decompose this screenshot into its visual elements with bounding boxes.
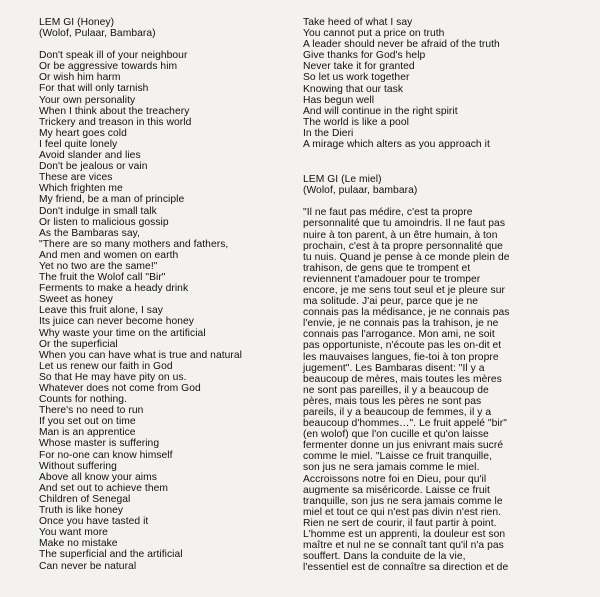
- lyric-line: The world is like a pool: [303, 116, 409, 128]
- lyric-line: Or wish him harm: [39, 72, 121, 84]
- lyric-line: Man is an apprentice: [39, 427, 136, 439]
- translation-line: tu nuis. Quand je pense à ce monde plein de: [303, 251, 510, 263]
- lyric-line: Knowing that our task: [303, 83, 404, 95]
- translation-line: tranquille, son jus ne sera jamais comme le: [303, 495, 503, 507]
- translation-line: maître et nul ne se connaît tant qu'il n'a pas: [303, 540, 504, 552]
- lyric-line: Or listen to malicious gossip: [39, 216, 169, 228]
- translation-line: pareils, il y a beaucoup de femmes, il y a: [303, 407, 492, 418]
- lyric-line: And will continue in the right spirit: [303, 105, 458, 117]
- lyric-line: Make no mistake: [39, 538, 118, 550]
- lyric-line: The fruit the Wolof call "Bir": [39, 272, 166, 284]
- translation-line: augmente sa miséricorde. Laisse ce fruit: [303, 484, 490, 496]
- lyric-line: Truth is like honey: [39, 505, 124, 517]
- lyric-line: Don't indulge in small talk: [39, 205, 157, 217]
- lyric-line: Never take it for granted: [303, 61, 415, 73]
- lyric-line: In the Dieri: [303, 127, 354, 139]
- translation-line: jugement". Les Bambaras disent: "Il y a: [303, 362, 485, 374]
- translation-line: pas opportuniste, n'écoute pas les on-dit et: [303, 340, 502, 352]
- lyric-line: Yet no two are the same!": [39, 260, 158, 272]
- lyric-line: Don't speak ill of your neighbour: [39, 50, 188, 62]
- translation-line: Accroissons notre foi en Dieu, pour qu'il: [303, 473, 487, 485]
- lyric-line: I feel quite lonely: [39, 138, 118, 150]
- lyric-line: If you set out on time: [39, 416, 136, 428]
- translation-line: connais pas l'arrogance. Mon ami, ne soit: [303, 329, 495, 341]
- lyric-line: Ferments to make a heady drink: [39, 283, 189, 295]
- song-title-english: LEM GI (Honey): [39, 17, 115, 28]
- lyric-line: For that will only tarnish: [39, 83, 149, 95]
- lyric-line: You cannot put a price on truth: [303, 28, 445, 40]
- lyric-line: Whose master is suffering: [39, 438, 160, 450]
- lyric-line: The superficial and the artificial: [39, 549, 183, 561]
- lyric-line: Which frighten me: [39, 183, 123, 195]
- translation-line: comme le miel. "Laisse ce fruit tranquille,: [303, 451, 492, 463]
- translation-line: prochain, c'est à ta propre personnalité que: [303, 240, 503, 252]
- translation-line: connais pas la médisance, je ne connais pas: [303, 307, 510, 319]
- song-languages-french: (Wolof, pulaar, bambara): [303, 185, 418, 197]
- lyric-line: Give thanks for God's help: [303, 50, 426, 62]
- translation-line: nuire à ton parent, à un être humain, à ton: [303, 229, 498, 241]
- lyric-line: Has begun well: [303, 94, 375, 106]
- lyric-line: For no-one can know himself: [39, 449, 173, 461]
- translation-line: les mauvaises langues, fie-toi à ton propre: [303, 351, 499, 363]
- lyric-line: Leave this fruit alone, I say: [39, 305, 163, 317]
- lyric-line: Once you have tasted it: [39, 516, 149, 528]
- translation-line: beaucoup de mères, mais toutes les mères: [303, 373, 502, 385]
- lyric-line: Trickery and treason in this world: [39, 116, 192, 128]
- lyric-line: Whatever does not come from God: [39, 383, 201, 394]
- lyric-line: Children of Senegal: [39, 493, 131, 505]
- lyric-line: My friend, be a man of principle: [39, 194, 185, 206]
- lyric-line: Sweet as honey: [39, 294, 113, 306]
- lyric-line: Or be aggressive towards him: [39, 61, 178, 73]
- lyric-line: Without suffering: [39, 460, 117, 472]
- lyric-line: There's no need to run: [39, 405, 144, 417]
- translation-line: l'essentiel est de connaître sa direction et de: [303, 562, 509, 574]
- english-lyrics-column: [39, 17, 299, 572]
- lyric-line: So that He may have pity on us.: [39, 371, 187, 383]
- translation-line: ne sont pas pareilles, il y a beaucoup de: [303, 384, 489, 396]
- translation-line: Rien ne sert de courir, il faut partir à point.: [303, 517, 497, 529]
- translation-line: l'envie, je ne connais pas la trahison, je ne: [303, 318, 499, 330]
- lyric-line: You want more: [39, 527, 108, 539]
- lyric-line: These are vices: [39, 172, 113, 184]
- translation-line: fermenter donne un jus enivrant mais sucré: [303, 440, 504, 452]
- translation-line: (en wolof) que l'on cucille et qu'on laisse: [303, 429, 489, 441]
- translation-line: encore, je me sens tout seul et je pleure sur: [303, 284, 506, 296]
- lyric-line: Can never be natural: [39, 560, 137, 572]
- translation-line: son jus ne sera jamais comme le miel.: [303, 462, 480, 474]
- lyric-line: "There are so many mothers and fathers,: [39, 238, 229, 250]
- translation-line: miel et tout ce qui n'est pas divin n'est rien.: [303, 506, 502, 518]
- lyric-line: And set out to achieve them: [39, 482, 168, 494]
- translation-line: personnalité que tu amoindris. Il ne faut pas: [303, 218, 506, 230]
- english-verse-continued: [303, 17, 595, 150]
- lyric-line: When you can have what is true and natural: [39, 349, 243, 361]
- translation-line: "Il ne faut pas médire, c'est ta propre: [303, 207, 473, 219]
- lyric-line: Above all know your aims: [39, 471, 157, 483]
- lyric-line: Don't be jealous or vain: [39, 161, 148, 173]
- lyric-line: Counts for nothing.: [39, 394, 127, 406]
- lyric-line: When I think about the treachery: [39, 105, 190, 117]
- song-title-french: LEM GI (Le miel): [303, 174, 382, 186]
- lyric-line: As the Bambaras say,: [39, 227, 140, 239]
- translation-line: reviennent t'amadouer pour te tromper: [303, 273, 481, 285]
- french-translation: [303, 207, 595, 573]
- translation-line: souffert. Dans la conduite de la vie,: [303, 551, 466, 563]
- lyric-line: Take heed of what I say: [303, 17, 413, 28]
- lyric-line: My heart goes cold: [39, 127, 127, 139]
- translation-line: beaucoup d'hommes…". Le fruit appelé "bir": [303, 418, 507, 430]
- english-verse: [39, 50, 299, 571]
- translation-line: trahison, de gens que te trompent et: [303, 262, 471, 274]
- lyric-line: Your own personality: [39, 94, 136, 106]
- lyric-line: Avoid slander and lies: [39, 150, 141, 162]
- lyric-line: So let us work together: [303, 72, 410, 84]
- translation-line: L'homme est un apprenti, la douleur est son: [303, 529, 506, 541]
- lyric-line: Or the superficial: [39, 338, 118, 350]
- right-lyrics-column: [303, 17, 595, 573]
- translation-line: ma solitude. J'ai peur, parce que je ne: [303, 296, 479, 308]
- translation-line: pères, mais tous les pères ne sont pas: [303, 395, 482, 407]
- lyric-line: A mirage which alters as you approach it: [303, 139, 490, 151]
- lyric-line: Its juice can never become honey: [39, 316, 194, 328]
- lyric-line: Why waste your time on the artificial: [39, 327, 206, 339]
- lyric-line: Let us renew our faith in God: [39, 360, 173, 372]
- lyric-line: A leader should never be afraid of the truth: [303, 39, 500, 51]
- song-languages-english: (Wolof, Pulaar, Bambara): [39, 28, 156, 40]
- lyric-line: And men and women on earth: [39, 249, 179, 261]
